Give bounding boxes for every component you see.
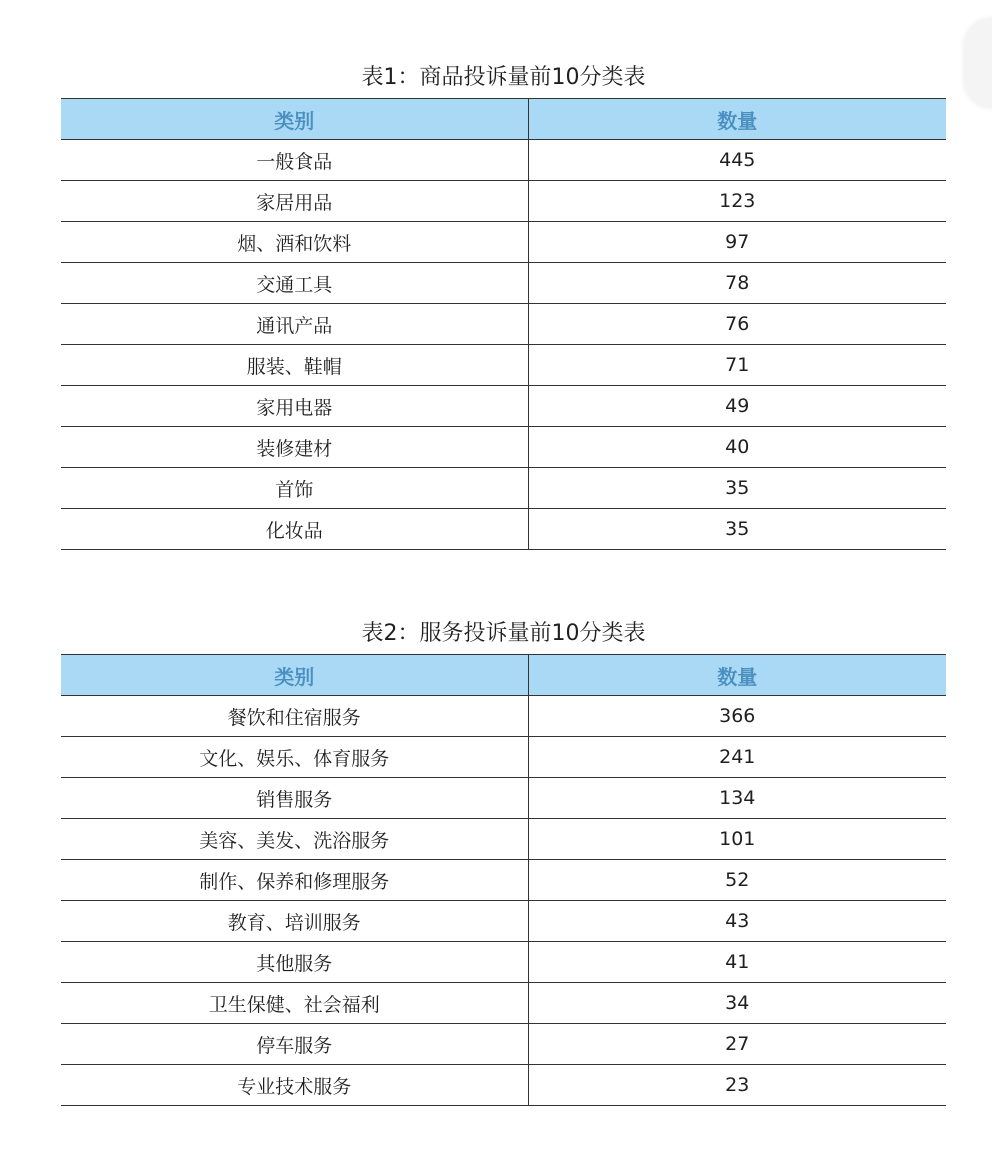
count-cell: 123 <box>528 181 946 222</box>
count-cell: 23 <box>528 1065 946 1106</box>
table-row <box>61 778 946 819</box>
count-cell: 27 <box>528 1024 946 1065</box>
table-header-row <box>61 99 946 140</box>
count-cell: 52 <box>528 860 946 901</box>
category-cell: 通讯产品 <box>61 304 528 345</box>
category-cell: 教育、培训服务 <box>61 901 528 942</box>
goods-complaints-table <box>61 98 946 550</box>
count-cell: 76 <box>528 304 946 345</box>
table-row <box>61 509 946 550</box>
count-cell: 101 <box>528 819 946 860</box>
category-cell: 装修建材 <box>61 427 528 468</box>
services-complaints-table <box>61 654 946 1106</box>
category-cell: 服装、鞋帽 <box>61 345 528 386</box>
count-cell: 97 <box>528 222 946 263</box>
category-cell: 家居用品 <box>61 181 528 222</box>
count-cell: 366 <box>528 696 946 737</box>
column-header-category: 类别 <box>61 99 528 140</box>
column-header-category: 类别 <box>61 655 528 696</box>
table-row <box>61 468 946 509</box>
table-row <box>61 983 946 1024</box>
table-row <box>61 345 946 386</box>
count-cell: 71 <box>528 345 946 386</box>
count-cell: 78 <box>528 263 946 304</box>
table-row <box>61 222 946 263</box>
count-cell: 34 <box>528 983 946 1024</box>
services-complaints-table-block <box>61 614 946 1106</box>
table-title: 表2：服务投诉量前10分类表 <box>361 621 646 646</box>
table-header-row <box>61 655 946 696</box>
count-cell: 35 <box>528 468 946 509</box>
table-row <box>61 263 946 304</box>
table-row <box>61 737 946 778</box>
table-row <box>61 860 946 901</box>
table-row <box>61 304 946 345</box>
table-row <box>61 819 946 860</box>
category-cell: 一般食品 <box>61 140 528 181</box>
category-cell: 卫生保健、社会福利 <box>61 983 528 1024</box>
table-row <box>61 427 946 468</box>
count-cell: 35 <box>528 509 946 550</box>
table-row <box>61 901 946 942</box>
category-cell: 化妆品 <box>61 509 528 550</box>
count-cell: 134 <box>528 778 946 819</box>
category-cell: 餐饮和住宿服务 <box>61 696 528 737</box>
scroll-handle[interactable] <box>964 18 992 108</box>
count-cell: 241 <box>528 737 946 778</box>
table-row <box>61 181 946 222</box>
table-row <box>61 386 946 427</box>
table-title: 表1：商品投诉量前10分类表 <box>361 65 646 90</box>
category-cell: 交通工具 <box>61 263 528 304</box>
table-row <box>61 942 946 983</box>
table-row <box>61 1065 946 1106</box>
column-header-count: 数量 <box>528 655 946 696</box>
category-cell: 文化、娱乐、体育服务 <box>61 737 528 778</box>
category-cell: 制作、保养和修理服务 <box>61 860 528 901</box>
column-header-count: 数量 <box>528 99 946 140</box>
table-row <box>61 696 946 737</box>
goods-complaints-table-block <box>61 58 946 550</box>
count-cell: 445 <box>528 140 946 181</box>
category-cell: 停车服务 <box>61 1024 528 1065</box>
category-cell: 销售服务 <box>61 778 528 819</box>
category-cell: 其他服务 <box>61 942 528 983</box>
category-cell: 专业技术服务 <box>61 1065 528 1106</box>
count-cell: 43 <box>528 901 946 942</box>
category-cell: 美容、美发、洗浴服务 <box>61 819 528 860</box>
count-cell: 41 <box>528 942 946 983</box>
category-cell: 首饰 <box>61 468 528 509</box>
table-row <box>61 140 946 181</box>
category-cell: 家用电器 <box>61 386 528 427</box>
count-cell: 40 <box>528 427 946 468</box>
count-cell: 49 <box>528 386 946 427</box>
table-row <box>61 1024 946 1065</box>
category-cell: 烟、酒和饮料 <box>61 222 528 263</box>
